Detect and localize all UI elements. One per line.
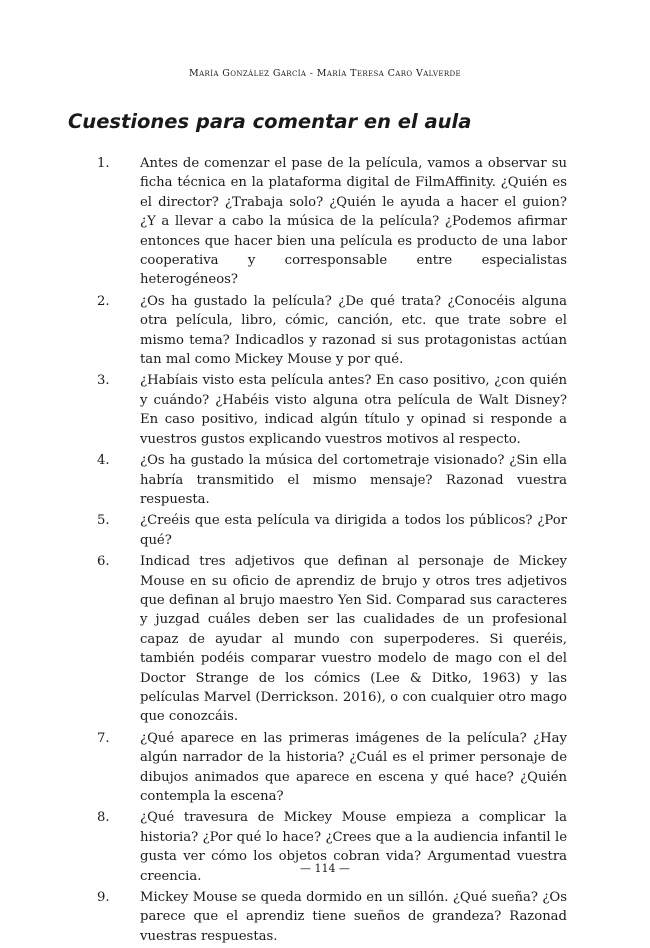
question-item <box>97 729 567 807</box>
question-item <box>97 292 567 370</box>
question-text: Antes de comenzar el pase de la película, vamos a observar su ficha técnica en la plataforma digital de FilmAffinity. ¿Quién es el director? ¿Trabaja solo? ¿Quién le ayuda a hacer el guion? ¿Y a llevar a cabo la música de la película? ¿Podemos afirmar entonces que hacer bien una película es producto de una labor cooperativa y corresponsable entre especialistas heterogéneos? <box>140 156 567 288</box>
page-number: — 114 — <box>300 862 350 875</box>
question-number: 8. <box>97 810 110 826</box>
running-head: María González García - María Teresa Caro Valverde <box>188 68 462 79</box>
question-list <box>97 154 567 948</box>
question-item <box>97 371 567 449</box>
question-text: ¿Qué aparece en las primeras imágenes de la película? ¿Hay algún narrador de la historia? ¿Cuál es el primer personaje de dibujos animados que aparece en escena y qué hace? ¿Quién contempla la escena? <box>140 730 567 804</box>
section-title: Cuestiones para comentar en el aula <box>68 110 472 133</box>
question-number: 7. <box>97 730 110 746</box>
question-item <box>97 552 567 727</box>
question-item <box>97 888 567 946</box>
question-number: 5. <box>97 513 110 529</box>
question-text: Mickey Mouse se queda dormido en un sillón. ¿Qué sueña? ¿Os parece que el aprendiz tiene sueños de grandeza? Razonad vuestras respuestas. <box>140 890 567 944</box>
question-number: 9. <box>97 890 110 906</box>
question-text: ¿Os ha gustado la música del cortometraje visionado? ¿Sin ella habría transmitido el mismo mensaje? Razonad vuestra respuesta. <box>140 453 567 507</box>
question-text: ¿Os ha gustado la película? ¿De qué trata? ¿Conocéis alguna otra película, libro, cómic, canción, etc. que trate sobre el mismo tema? Indicadlos y razonad si sus protagonistas actúan tan mal como Mickey Mouse y por qué. <box>140 293 567 368</box>
question-item <box>97 154 567 290</box>
question-number: 2. <box>97 293 110 309</box>
question-text: ¿Qué travesura de Mickey Mouse empieza a complicar la historia? ¿Por qué lo hace? ¿Crees que a la audiencia infantil le gusta ver cómo los objetos cobran vida? Argumentad vuestra creencia. <box>140 810 567 884</box>
question-number: 1. <box>97 156 110 171</box>
question-text: Indicad tres adjetivos que definan al personaje de Mickey Mouse en su oficio de aprendiz de brujo y otros tres adjetivos que definan al brujo maestro Yen Sid. Comparad sus caracteres y juzgad cuáles deben ser las cualidades de un profesional capaz de ayudar al mundo con superpoderes. Si queréis, también podéis comparar vuestro modelo de mago con el del Doctor Strange de los cómics (Lee & Ditko, 1963) y las películas Marvel (Derrickson. 2016), o con cualquier otro mago que conozcáis. <box>140 554 567 725</box>
question-number: 3. <box>97 373 110 389</box>
question-number: 4. <box>97 453 110 469</box>
question-item <box>97 451 567 509</box>
question-text: ¿Creéis que esta película va dirigida a todos los públicos? ¿Por qué? <box>140 513 567 548</box>
question-item <box>97 511 567 550</box>
question-number: 6. <box>97 554 110 570</box>
question-text: ¿Habíais visto esta película antes? En caso positivo, ¿con quién y cuándo? ¿Habéis visto alguna otra película de Walt Disney? En caso positivo, indicad algún título y opinad si responde a vuestros gustos explicando vuestros motivos al respecto. <box>140 373 567 447</box>
